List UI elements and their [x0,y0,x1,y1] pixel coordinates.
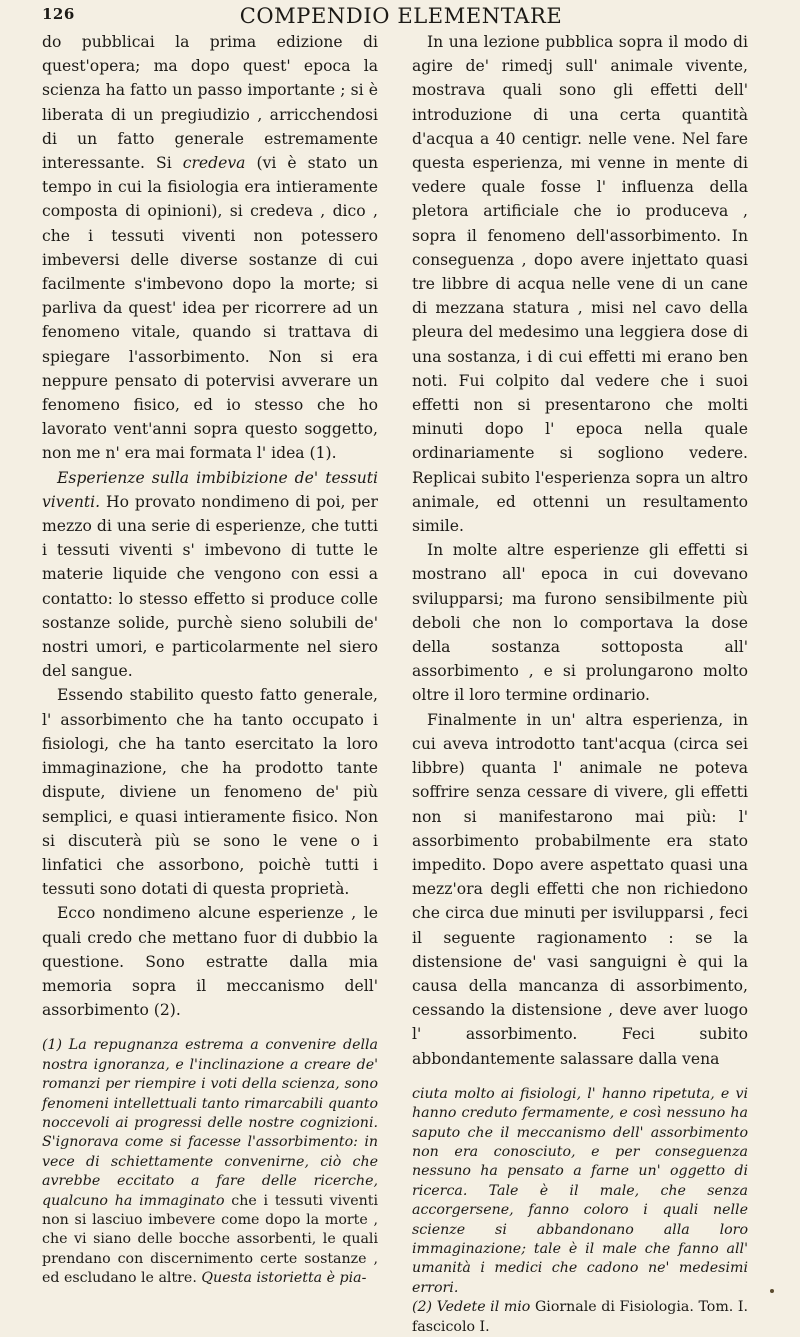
left-paragraph-2 [42,466,378,684]
left-p1-text-b: (vi è stato un tempo in cui la fisiologia era intieramente composta di opinioni), si credeva , dico , che i tessuti viventi non potessero imbeversi delle diverse sostanze di cui facilmente s'imbevono dopo la morte; si parliva da quest' idea per ricorrere ad un fenomeno vitale, quando si trattava di spiegare l'assorbimento. Non si era neppure pensato di potervisi avverare un fenomeno fisico, ed io stesso che ho lavorato vent'anni sopra questo soggetto, non me n' era mai formata l' idea (1). [42,154,378,463]
running-title: COMPENDIO ELEMENTARE [239,4,563,28]
left-paragraph-3: Essendo stabilito questo fatto generale, l' assorbimento che ha tanto occupato i fisiologi, che ha tanto esercitato la loro immaginazione, che ha prodotto tante dispute, diviene un fenomeno de' più semplici, e quasi intieramente fisico. Non si discuterà più se sono le vene o i linfatici che assorbono, poichè tutti i tessuti sono dotati di questa proprietà. [42,686,378,899]
right-paragraph-1: In una lezione pubblica sopra il modo di agire de' rimedj sull' animale vivente, mostrava quali sono gli effetti dell' introduzione di una certa quantità d'acqua a 40 centigr. nelle vene. Nel fare questa esperienza, mi venne in mente di vedere quale fosse l' influenza della pletora artificiale che io produceva , sopra il fenomeno dell'assorbimento. In conseguenza , dopo avere injettato quasi tre libbre di acqua nelle vene di un cane di mezzana statura , misi nel cavo della pleura del medesimo una leggiera dose di una sostanza, i di cui effetti mi erano ben noti. Fui colpito dal vedere che i suoi effetti non si presentarono che molti minuti dopo l' epoca nella quale ordinariamente si sogliono vedere. Replicai subito l'esperienza sopra un altro animale, ed ottenni un resultamento simile. [412,33,748,536]
left-p2-text: Ho provato nondimeno di poi, per mezzo di una serie di esperienze, che tutti i tessuti viventi s' imbevono di tutte le materie liquide che vengono con essi a contatto: lo stesso effetto si produce colle sostanze solide, purchè sieno solubili de' nostri umori, e particolarmente nel siero del sangue. [42,492,378,681]
page-number: 126 [42,5,75,23]
left-p1-emphasis: credeva [182,154,246,173]
section-heading-imbibizione: Esperienze sulla imbibizione de' tessuti viventi. [42,468,378,511]
ink-dot [770,1289,774,1293]
left-paragraph-4: Ecco nondimeno alcune esperienze , le quali credo che mettano fuor di dubbio la questione. Sono estratte dalla mia memoria sopra il meccanismo dell' assorbimento (2). [42,904,378,1020]
footnote-2-roman: Giornale di Fisiologia. Tom. I. fascicolo I. [412,1299,748,1335]
footnote-1-continued [412,1085,748,1298]
left-p1-text: do pubblicai la prima edizione di quest'opera; ma dopo quest' epoca la scienza ha fatto un passo importante ; si è liberata di un pregiudizio , arricchendosi di un fatto generale estremamente interessante. Si [42,33,378,173]
footnote-1-italic-end: Questa istorietta è pia- [201,1270,367,1287]
footnote-2 [412,1298,748,1337]
right-paragraph-2: In molte altre esperienze gli effetti si mostrano all' epoca in cui dovevano svilupparsi; ma furono sensibilmente più deboli che non lo comportava la dose della sostanza sottoposta all' assorbimento , e si prolungarono molto oltre il loro termine ordinario. [412,541,748,705]
page-header [42,4,760,30]
footnote-1 [42,1036,378,1288]
right-paragraph-3: Finalmente in un' altra esperienza, in cui aveva introdotto tant'acqua (circa sei libbre) quanta l' animale ne poteva soffrire senza cessare di vivere, gli effetti non si manifestarono mai più: l' assorbimento probabilmente era stato impedito. Dopo avere aspettato quasi una mezz'ora degli effetti che non richiedono che circa due minuti per isvilupparsi , feci il seguente ragionamento : se la distensione de' vasi sanguigni è qui la causa della mancanza di assorbimento, cessando la distensione , deve aver luogo l' assorbimento. Feci subito abbondantemente salassare dalla vena [412,710,748,1068]
left-column [42,30,378,1289]
left-paragraph-1 [42,30,378,466]
footnote-2-italic: (2) Vedete il mio [412,1299,531,1316]
right-column [412,30,748,1337]
footnote-1-roman: che i tessuti viventi non si lasciuo imbevere come dopo la morte , che vi siano delle bocche assorbenti, le quali prendano con discernimento certe sostanze , ed escludano le altre. [42,1192,378,1287]
footnote-1-continued-text: ciuta molto ai fisiologi, l' hanno ripetuta, e vi hanno creduto fermamente, e così nessuno ha saputo che il meccanismo dell' assorbimento non era conosciuto, e per conseguenza nessuno ha pensato a farne un' oggetto di ricerca. Tale è il male, che senza accorgersene, fanno coloro i quali nelle scienze si abbandonano alla loro immaginazione; tale è il male che fanno all' umanità i medici che cadono ne' medesimi errori. [412,1085,748,1296]
footnote-1-italic: (1) La repugnanza estrema a convenire della nostra ignoranza, e l'inclinazione a creare de' romanzi per riempire i voti della scienza, sono fenomeni intellettuali tanto rimarcabili quanto noccevoli ai progressi delle nostre cognizioni. S'ignorava come si facesse l'assorbimento: in vece di schiettamente convenirne, ciò che avrebbe eccitato a fare delle ricerche, qualcuno ha immaginato [42,1037,378,1209]
